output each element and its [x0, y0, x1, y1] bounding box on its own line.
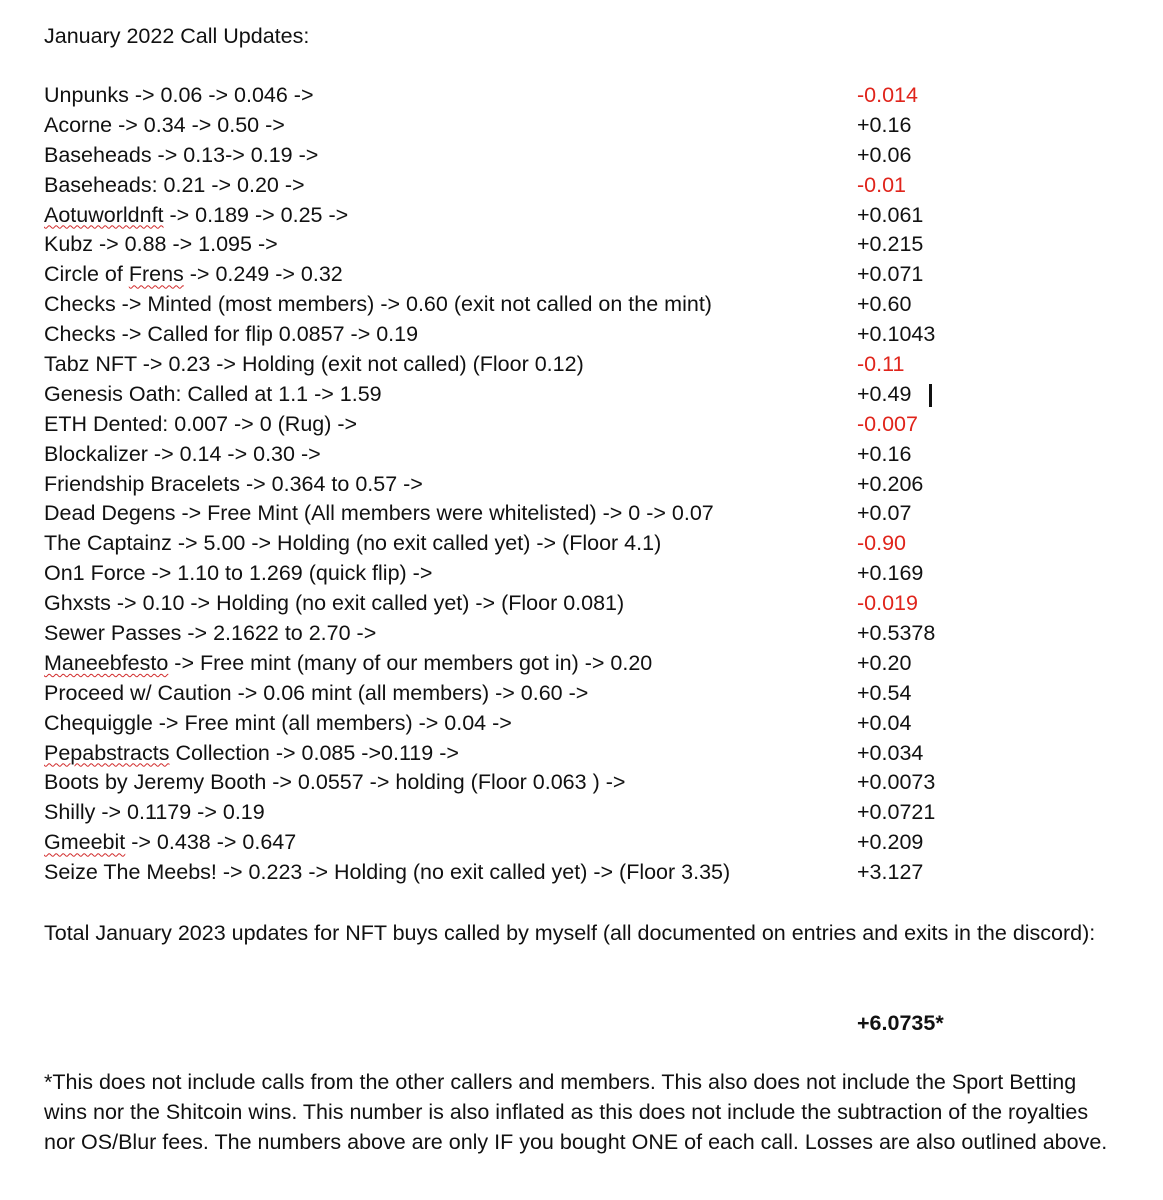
call-value: +0.1043: [857, 322, 936, 347]
call-label: On1 Force -> 1.10 to 1.269 (quick flip) ->: [44, 561, 433, 586]
call-value: -0.019: [857, 591, 918, 616]
call-label: Seize The Meebs! -> 0.223 -> Holding (no exit called yet) -> (Floor 3.35): [44, 860, 731, 885]
call-value: +0.16: [857, 112, 912, 137]
call-label: [44, 649, 652, 679]
call-row: [0, 410, 1163, 440]
call-value: -0.01: [857, 172, 907, 197]
call-label-rest: -> Free mint (many of our members got in) -> 0.20: [168, 650, 653, 675]
call-value: +0.06: [857, 142, 912, 167]
call-value: +0.54: [857, 680, 912, 705]
call-value: +0.0073: [857, 770, 936, 795]
call-row: [0, 559, 1163, 589]
call-value: +0.169: [857, 561, 924, 586]
call-value: +0.04: [857, 710, 912, 735]
call-label: Blockalizer -> 0.14 -> 0.30 ->: [44, 441, 321, 466]
call-label: Proceed w/ Caution -> 0.06 mint (all members) -> 0.60 ->: [44, 680, 589, 705]
call-label: ETH Dented: 0.007 -> 0 (Rug) ->: [44, 411, 358, 436]
call-row: [0, 529, 1163, 559]
call-row: [0, 141, 1163, 171]
call-row: [0, 380, 1163, 410]
call-value: +0.071: [857, 262, 924, 287]
call-label: Sewer Passes -> 2.1622 to 2.70 ->: [44, 621, 377, 646]
call-value: +3.127: [857, 860, 924, 885]
call-label: Kubz -> 0.88 -> 1.095 ->: [44, 232, 278, 257]
misspelled-word[interactable]: Maneebfesto: [44, 650, 169, 675]
call-row: [0, 171, 1163, 201]
call-value: -0.90: [857, 531, 907, 556]
total-value: +6.0735*: [857, 1011, 944, 1035]
call-value: +0.061: [857, 202, 924, 227]
call-label-start: Circle of: [44, 262, 129, 287]
call-row: [0, 589, 1163, 619]
call-value: +0.5378: [857, 621, 936, 646]
call-value: +0.16: [857, 441, 912, 466]
call-row: [0, 499, 1163, 529]
call-row: [0, 858, 1163, 888]
document-title: January 2022 Call Updates:: [44, 24, 310, 48]
misspelled-word[interactable]: Aotuworldnft: [44, 202, 164, 227]
call-label-rest: Collection -> 0.085 ->0.119 ->: [169, 740, 459, 765]
footnote-paragraph: *This does not include calls from the other callers and members. This also does not include the Sport Betting wins nor the Shitcoin wins. This number is also inflated as this does not include the subtraction of the royalties nor OS/Blur fees. The numbers above are only IF you bought ONE of each call. Losses are also outlined above.: [44, 1070, 1108, 1154]
call-label: [44, 828, 296, 858]
call-row: [0, 470, 1163, 500]
call-row: [0, 111, 1163, 141]
call-label-rest: -> 0.189 -> 0.25 ->: [163, 202, 349, 227]
call-row: [0, 649, 1163, 679]
call-label: Chequiggle -> Free mint (all members) -> 0.04 ->: [44, 710, 512, 735]
call-value: +0.60: [857, 292, 912, 317]
call-row: [0, 739, 1163, 769]
call-label: Genesis Oath: Called at 1.1 -> 1.59: [44, 381, 382, 406]
call-value: +0.20: [857, 650, 912, 675]
call-label: Dead Degens -> Free Mint (All members were whitelisted) -> 0 -> 0.07: [44, 501, 714, 526]
call-label-rest: -> 0.249 -> 0.32: [183, 262, 343, 287]
call-value: +0.206: [857, 471, 924, 496]
call-list: [0, 81, 1163, 888]
call-label: Baseheads -> 0.13-> 0.19 ->: [44, 142, 319, 167]
call-row: [0, 230, 1163, 260]
call-label: Tabz NFT -> 0.23 -> Holding (exit not called) (Floor 0.12): [44, 352, 584, 377]
call-value: -0.014: [857, 83, 918, 107]
call-row: [0, 81, 1163, 111]
call-label: Checks -> Called for flip 0.0857 -> 0.19: [44, 322, 419, 347]
call-label: [44, 260, 343, 290]
call-label: [44, 201, 348, 231]
call-label: The Captainz -> 5.00 -> Holding (no exit called yet) -> (Floor 4.1): [44, 531, 662, 556]
call-label: Shilly -> 0.1179 -> 0.19: [44, 800, 265, 825]
call-row: [0, 709, 1163, 739]
misspelled-word[interactable]: Pepabstracts: [44, 740, 170, 765]
call-value: +0.0721: [857, 800, 936, 825]
call-row: [0, 440, 1163, 470]
call-row: [0, 679, 1163, 709]
misspelled-word[interactable]: Gmeebit: [44, 830, 126, 855]
call-row: [0, 828, 1163, 858]
call-row: [0, 201, 1163, 231]
call-row: [0, 768, 1163, 798]
call-value: +0.034: [857, 740, 924, 765]
call-row: [0, 320, 1163, 350]
call-row: [0, 350, 1163, 380]
call-row: [0, 798, 1163, 828]
misspelled-word[interactable]: Frens: [128, 262, 184, 287]
call-row: [0, 619, 1163, 649]
call-row: [0, 290, 1163, 320]
call-row: [0, 260, 1163, 290]
summary-paragraph: Total January 2023 updates for NFT buys called by myself (all documented on entries and exits in the discord):: [44, 921, 1096, 945]
call-label: Baseheads: 0.21 -> 0.20 ->: [44, 172, 305, 197]
call-value: -0.11: [857, 352, 905, 377]
call-value: +0.209: [857, 830, 924, 855]
call-value: -0.007: [857, 411, 918, 436]
call-label: Checks -> Minted (most members) -> 0.60 (exit not called on the mint): [44, 292, 712, 317]
text-cursor: [929, 384, 932, 407]
call-value: +0.49: [857, 381, 912, 406]
call-label: Acorne -> 0.34 -> 0.50 ->: [44, 112, 285, 137]
call-label: Boots by Jeremy Booth -> 0.0557 -> holding (Floor 0.063 ) ->: [44, 770, 626, 795]
call-label: [44, 739, 459, 769]
call-label-rest: -> 0.438 -> 0.647: [125, 830, 297, 855]
call-value: +0.215: [857, 232, 924, 257]
call-value: +0.07: [857, 501, 912, 526]
call-label: Ghxsts -> 0.10 -> Holding (no exit called yet) -> (Floor 0.081): [44, 591, 625, 616]
call-label: Unpunks -> 0.06 -> 0.046 ->: [44, 83, 314, 107]
call-label: Friendship Bracelets -> 0.364 to 0.57 ->: [44, 471, 423, 496]
